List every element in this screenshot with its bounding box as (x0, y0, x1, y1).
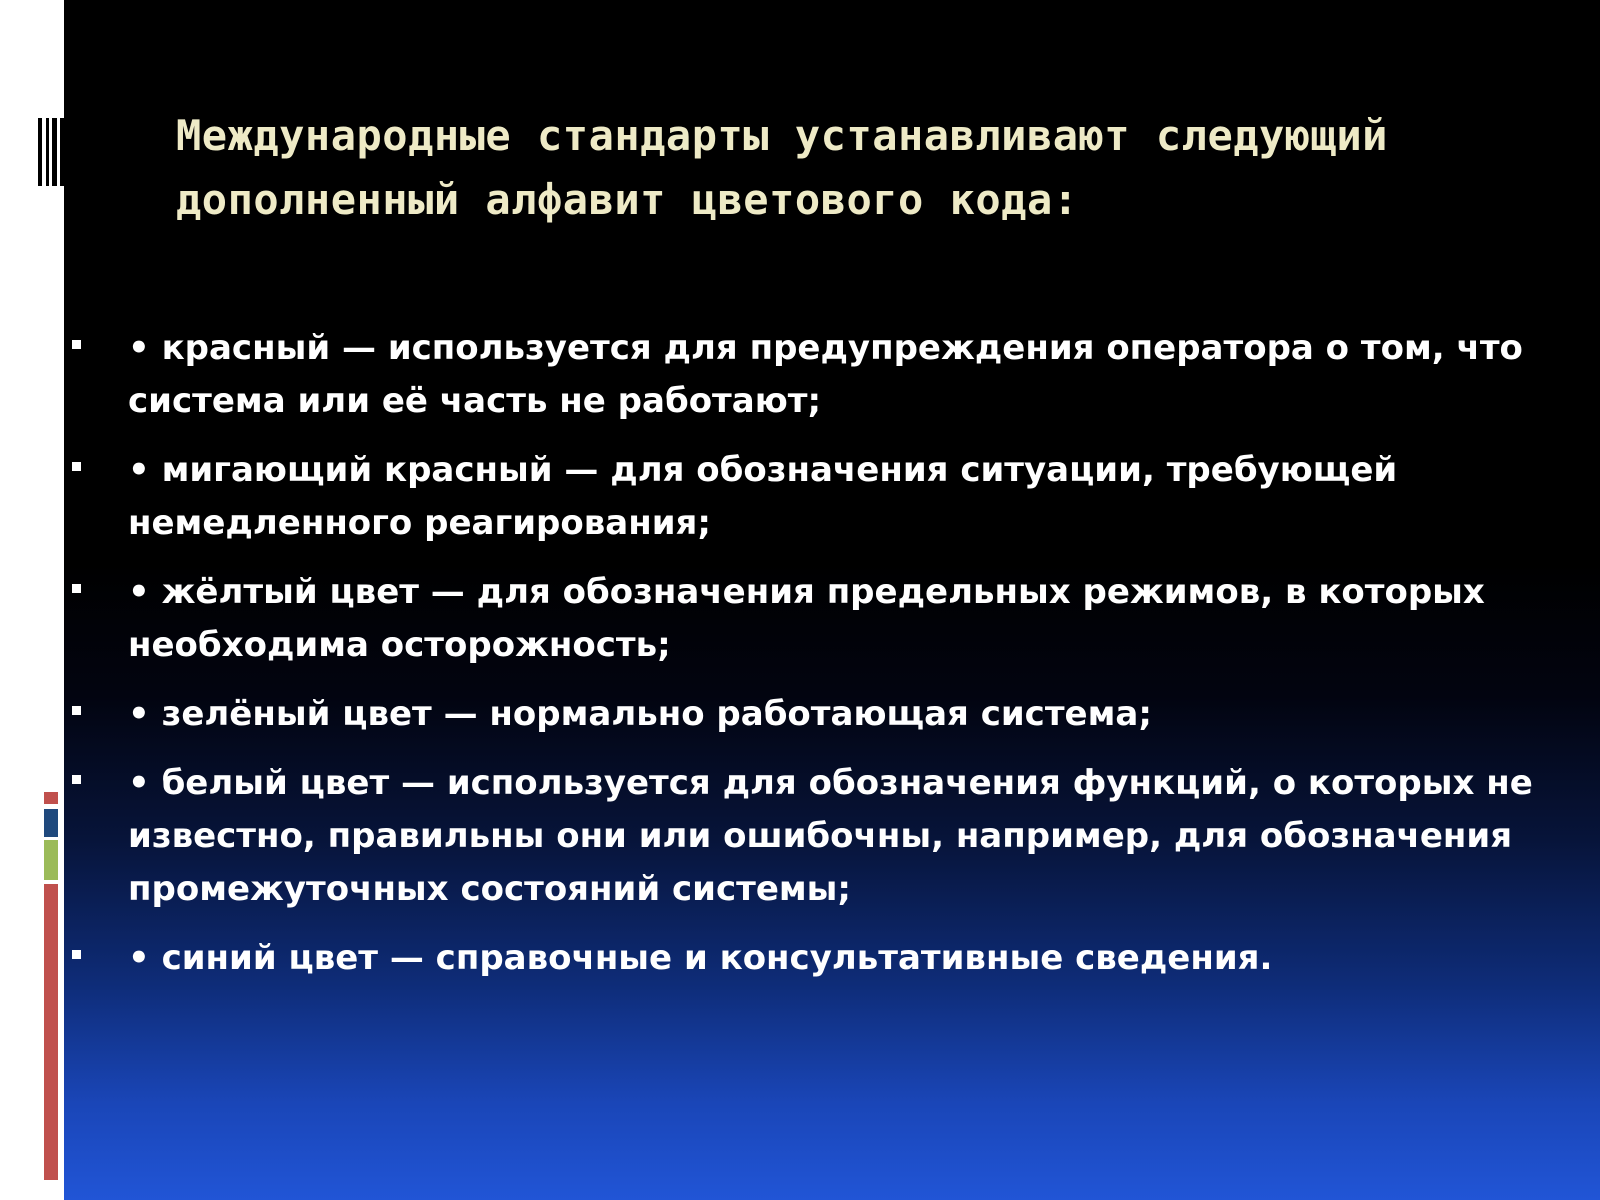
bullet-text-white: • белый цвет — используется для обозначения функций, о которых не известно, правильны они или ошибочны, например, для обозначения промежуточных состояний системы; (128, 763, 1533, 909)
bullet-text-red: • красный — используется для предупреждения оператора о том, что система или её часть не работают; (128, 328, 1523, 421)
square-bullet-icon (72, 950, 81, 959)
list-item (70, 688, 1550, 741)
square-bullet-icon (72, 775, 81, 784)
slide-title: Международные стандарты устанавливают следующий дополненный алфавит цветового кода: (176, 111, 1388, 224)
accent-bar-blue (44, 809, 58, 837)
square-bullet-icon (72, 340, 81, 349)
square-bullet-icon (72, 706, 81, 715)
bullet-text-flashing-red: • мигающий красный — для обозначения ситуации, требующей немедленного реагирования; (128, 450, 1398, 543)
bullet-text-green: • зелёный цвет — нормально работающая система; (128, 694, 1152, 734)
decorative-lines-icon (36, 118, 64, 186)
list-item (70, 932, 1550, 985)
accent-bar-red (44, 884, 58, 1180)
left-margin-strip (0, 0, 64, 1200)
bullet-list (70, 322, 1550, 1001)
bullet-text-yellow: • жёлтый цвет — для обозначения предельных режимов, в которых необходима осторожность; (128, 572, 1485, 665)
square-bullet-icon (72, 462, 81, 471)
list-item (70, 566, 1550, 672)
list-item (70, 322, 1550, 428)
list-item (70, 757, 1550, 916)
accent-bar-green (44, 840, 58, 880)
accent-bar-red-small (44, 792, 58, 804)
square-bullet-icon (72, 584, 81, 593)
bullet-text-blue: • синий цвет — справочные и консультативные сведения. (128, 938, 1273, 978)
list-item (70, 444, 1550, 550)
